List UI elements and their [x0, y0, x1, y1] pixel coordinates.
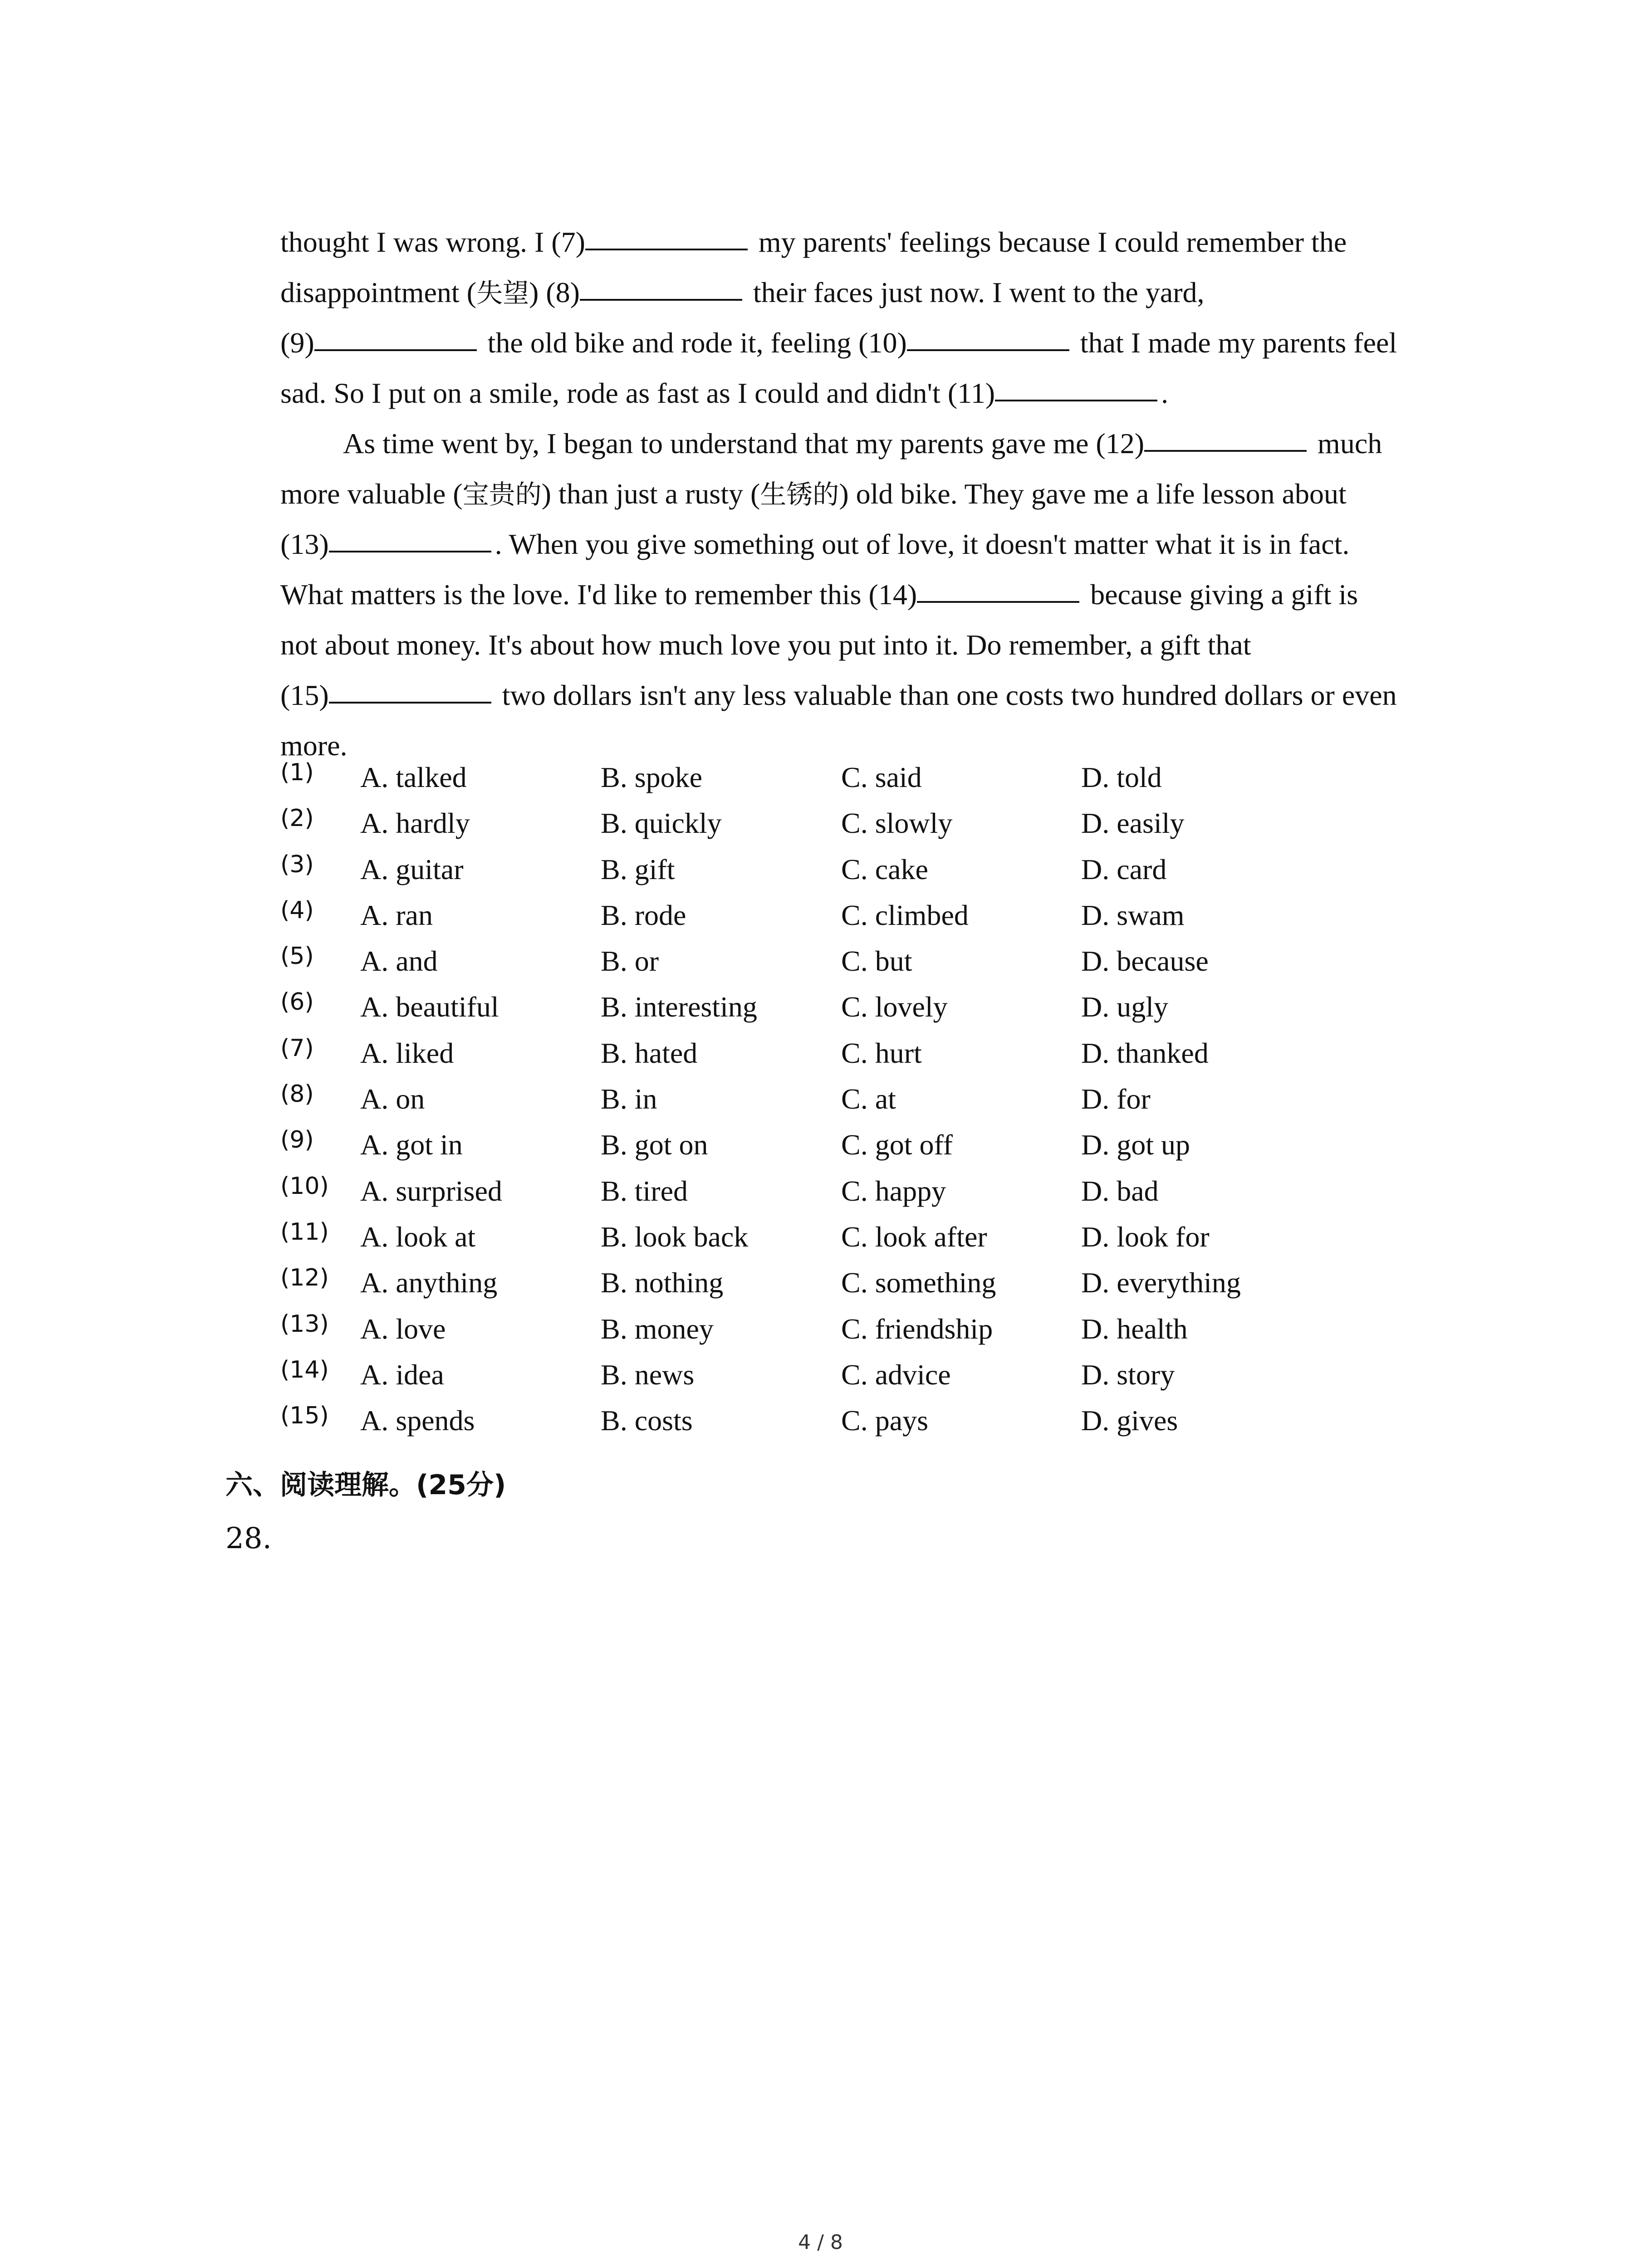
option-a: A. talked	[360, 761, 467, 793]
option-c: C. cake	[841, 853, 928, 885]
passage-text: because giving a gift is	[1083, 578, 1358, 611]
option-d: D. card	[1081, 853, 1167, 885]
option-c: C. friendship	[841, 1312, 993, 1345]
question-index: (9)	[280, 1126, 314, 1154]
option-a: A. hardly	[360, 807, 470, 840]
option-row	[280, 800, 1442, 846]
option-b: B. or	[601, 945, 659, 978]
question-index: (10)	[280, 1172, 329, 1200]
option-b: B. money	[601, 1312, 714, 1345]
option-c: C. lovely	[841, 991, 948, 1023]
passage-text: .	[1161, 377, 1169, 409]
answer-blank	[1144, 450, 1307, 452]
question-index: (1)	[280, 759, 314, 786]
answer-blank	[585, 249, 748, 250]
option-row	[280, 892, 1442, 938]
option-a: A. beautiful	[360, 991, 499, 1023]
passage-text: (9)	[280, 327, 314, 359]
page-footer: 4 / 8	[798, 2231, 843, 2254]
passage-text: ) than just a rusty (	[541, 478, 760, 510]
option-c: C. something	[841, 1266, 996, 1299]
option-d: D. swam	[1081, 899, 1185, 931]
option-a: A. and	[360, 945, 438, 978]
option-b: B. interesting	[601, 991, 757, 1023]
option-a: A. surprised	[360, 1174, 502, 1207]
option-row	[280, 1214, 1442, 1260]
option-d: D. look for	[1081, 1220, 1210, 1253]
passage-text: that I made my parents feel	[1073, 327, 1397, 359]
option-c: C. look after	[841, 1220, 987, 1253]
passage-text: two dollars isn't any less valuable than one costs two hundred dollars or even	[495, 679, 1397, 711]
option-d: D. bad	[1081, 1174, 1159, 1207]
option-a: A. idea	[360, 1358, 444, 1391]
option-a: A. love	[360, 1312, 446, 1345]
passage-text: the old bike and rode it, feeling (10)	[480, 327, 907, 359]
option-row	[280, 1076, 1442, 1122]
option-b: B. news	[601, 1358, 695, 1391]
passage-text: more valuable (	[280, 478, 463, 510]
option-b: B. spoke	[601, 761, 702, 793]
passage-text: thought I was wrong. I (7)	[280, 226, 585, 258]
option-c: C. happy	[841, 1174, 946, 1207]
option-row	[280, 984, 1442, 1030]
option-d: D. easily	[1081, 807, 1185, 840]
passage-text: not about money. It's about how much love you put into it. Do remember, a gift that	[280, 629, 1251, 661]
question-index: (11)	[280, 1218, 329, 1246]
question-index: (2)	[280, 805, 314, 832]
option-b: B. quickly	[601, 807, 722, 840]
option-a: A. anything	[360, 1266, 498, 1299]
question-index: (13)	[280, 1310, 329, 1338]
passage-line	[280, 418, 1478, 469]
option-c: C. advice	[841, 1358, 951, 1391]
option-row	[280, 1306, 1442, 1352]
option-c: C. climbed	[841, 899, 969, 931]
passage-line	[280, 569, 1478, 620]
option-a: A. on	[360, 1083, 425, 1115]
answer-blank	[907, 349, 1069, 351]
options-list	[280, 754, 1442, 1443]
passage-text: sad. So I put on a smile, rode as fast as I could and didn't (11)	[280, 377, 995, 409]
passage-text: ) old bike. They gave me a life lesson about	[839, 478, 1347, 510]
question-index: (15)	[280, 1402, 329, 1430]
passage-text: their faces just now. I went to the yard,	[745, 276, 1205, 308]
option-c: C. said	[841, 761, 922, 793]
passage-line	[280, 670, 1478, 720]
question-index: (4)	[280, 896, 314, 924]
passage-text: 生锈的	[760, 479, 839, 510]
option-d: D. told	[1081, 761, 1162, 793]
question-index: (3)	[280, 850, 314, 878]
question-index: (8)	[280, 1080, 314, 1108]
passage-text: 宝贵的	[462, 479, 542, 510]
question-index: (12)	[280, 1264, 329, 1292]
answer-blank	[917, 601, 1079, 603]
option-row	[280, 1352, 1442, 1398]
option-c: C. hurt	[841, 1036, 922, 1069]
passage-line	[280, 267, 1478, 318]
option-d: D. for	[1081, 1083, 1151, 1115]
passage-line	[280, 368, 1478, 418]
passage-text: . When you give something out of love, it doesn't matter what it is in fact.	[495, 528, 1350, 560]
passage-line	[280, 620, 1478, 670]
option-b: B. rode	[601, 899, 686, 931]
question-index: (5)	[280, 943, 314, 970]
question-index: (14)	[280, 1356, 329, 1383]
option-d: D. everything	[1081, 1266, 1241, 1299]
passage-text: more.	[280, 729, 348, 762]
passage-text: disappointment (	[280, 276, 476, 308]
passage-text: my parents' feelings because I could remember the	[751, 226, 1347, 258]
option-b: B. costs	[601, 1404, 693, 1437]
passage-text: ) (8)	[529, 276, 580, 308]
option-row	[280, 1398, 1442, 1443]
option-c: C. got off	[841, 1129, 953, 1161]
option-d: D. thanked	[1081, 1036, 1209, 1069]
option-b: B. in	[601, 1083, 657, 1115]
answer-blank	[580, 299, 742, 301]
option-d: D. ugly	[1081, 991, 1168, 1023]
passage-text: (13)	[280, 528, 329, 560]
option-d: D. got up	[1081, 1129, 1190, 1161]
option-a: A. spends	[360, 1404, 475, 1437]
option-c: C. pays	[841, 1404, 928, 1437]
passage-text: As time went by, I began to understand that my parents gave me (12)	[343, 427, 1145, 459]
option-c: C. but	[841, 945, 912, 978]
answer-blank	[995, 400, 1157, 401]
section-header: 六、阅读理解。(25分)	[225, 1469, 506, 1501]
option-row	[280, 1260, 1442, 1305]
option-a: A. ran	[360, 899, 433, 931]
passage-text: 失望	[476, 278, 529, 308]
option-b: B. tired	[601, 1174, 688, 1207]
option-b: B. gift	[601, 853, 675, 885]
option-a: A. guitar	[360, 853, 464, 885]
option-d: D. health	[1081, 1312, 1188, 1345]
passage-line	[280, 469, 1478, 519]
option-b: B. got on	[601, 1129, 708, 1161]
passage-text: What matters is the love. I'd like to remember this (14)	[280, 578, 917, 611]
option-c: C. slowly	[841, 807, 953, 840]
option-row	[280, 1030, 1442, 1076]
option-row	[280, 1122, 1442, 1168]
question-index: (6)	[280, 988, 314, 1016]
option-b: B. nothing	[601, 1266, 724, 1299]
option-b: B. hated	[601, 1036, 698, 1069]
option-a: A. liked	[360, 1036, 454, 1069]
option-a: A. got in	[360, 1129, 463, 1161]
passage-line	[280, 318, 1478, 368]
passage-line	[280, 519, 1478, 569]
option-a: A. look at	[360, 1220, 476, 1253]
option-row	[280, 938, 1442, 984]
option-row	[280, 846, 1442, 892]
cloze-passage	[280, 217, 1478, 771]
option-row	[280, 1168, 1442, 1214]
passage-text: much	[1310, 427, 1382, 459]
option-b: B. look back	[601, 1220, 749, 1253]
option-c: C. at	[841, 1083, 896, 1115]
option-d: D. gives	[1081, 1404, 1178, 1437]
answer-blank	[329, 551, 491, 552]
answer-blank	[329, 702, 491, 704]
passage-line	[280, 217, 1478, 267]
option-d: D. story	[1081, 1358, 1175, 1391]
passage-text: (15)	[280, 679, 329, 711]
answer-blank	[314, 349, 477, 351]
question-index: (7)	[280, 1034, 314, 1062]
option-row	[280, 754, 1442, 800]
option-d: D. because	[1081, 945, 1209, 978]
question-number: 28.	[225, 1522, 272, 1555]
